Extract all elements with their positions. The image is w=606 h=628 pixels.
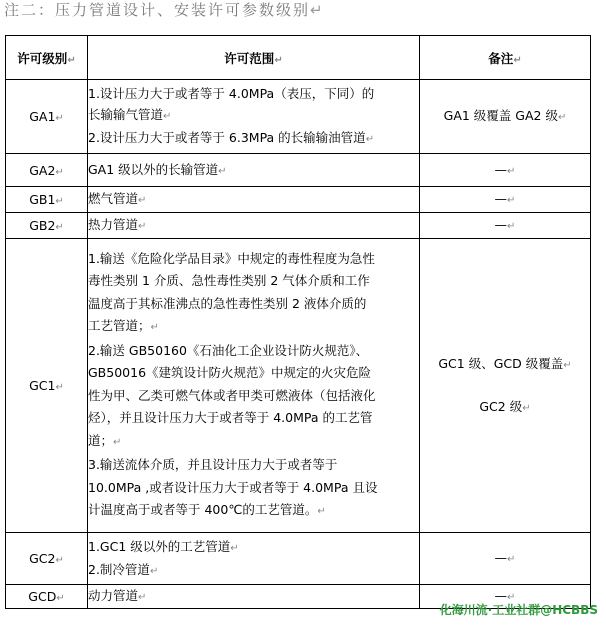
table-row-ga2 [6,154,591,187]
note-cell: —↵ [420,187,591,213]
scope-cell: 燃气管道↵ [88,187,420,213]
watermark: 化海川流·工业社群@HCBBS [439,603,598,617]
level-cell: GB2↵ [6,213,88,239]
heading-prefix: 注二： [4,1,56,19]
note-cell: —↵ [420,213,591,239]
scope-cell: 动力管道↵ [88,585,420,609]
note-cell: —↵ [420,154,591,187]
header-level: 许可级别↵ [6,36,88,80]
scope-line: 毒性类别 1 介质、急性毒性类别 2 气体介质和工作 [88,273,370,288]
heading-text: 压力管道设计、安装许可参数级别 [55,1,311,19]
scope-line: 烃），并且设计压力大于或者等于 4.0MPa 的工艺管 [88,410,373,425]
table-row-ga1 [6,80,591,154]
heading-return-mark: ↵ [310,1,325,19]
level-cell: GC2↵ [6,533,88,585]
level-cell: GC1↵ [6,239,88,533]
scope-cell: GA1 级以外的长输管道↵ [88,154,420,187]
scope-line: 2.输送 GB50160《石油化工企业设计防火规范》、 [88,342,369,358]
level-cell: GA1↵ [6,80,88,154]
scope-line: 2.设计压力大于或者等于 6.3MPa 的长输输油管道↵ [88,130,375,145]
scope-line: 道；↵ [88,432,122,448]
scope-cell [88,533,420,585]
scope-line: 1.输送《危险化学品目录》中规定的毒性程度为急性 [88,250,375,266]
scope-cell [88,80,420,154]
table-row-gc2 [6,533,591,585]
note-cell: —↵ [420,533,591,585]
note-cell [420,239,591,533]
page-heading [4,0,325,20]
scope-line: 3.输送流体介质，并且设计压力大于或者等于 [88,457,338,472]
level-cell: GB1↵ [6,187,88,213]
scope-line: 1.GC1 级以外的工艺管道↵ [88,538,239,554]
scope-line: 温度高于其标准沸点的急性毒性类别 2 液体介质的 [88,295,367,311]
level-cell: GCD↵ [6,585,88,609]
scope-line: 计温度高于或者等于 400℃的工艺管道。↵ [88,502,326,517]
header-scope: 许可范围↵ [88,36,420,80]
table-row-gb2 [6,213,591,239]
scope-line: GB50016《建筑设计防火规范》中规定的火灾危险 [88,365,372,380]
scope-cell [88,239,420,533]
header-note: 备注↵ [420,36,591,80]
scope-line: 1.设计压力大于或者等于 4.0MPa（表压，下同）的 [88,86,375,101]
level-cell: GA2↵ [6,154,88,187]
scope-line: 工艺管道；↵ [88,318,159,333]
scope-cell: 热力管道↵ [88,213,420,239]
table-row-gc1 [6,239,591,533]
scope-line: 长输输气管道↵ [88,107,172,122]
scope-line: 2.制冷管道↵ [88,561,159,577]
note-cell: —↵ [420,585,591,609]
permit-level-table [5,35,591,609]
note-line: GC1 级、GCD 级覆盖↵ [438,355,572,371]
note-line: GC2 级↵ [479,398,531,414]
scope-line: 性为甲、乙类可燃气体或者甲类可燃液体（包括液化 [88,387,376,403]
table-row-gb1 [6,187,591,213]
table-header-row [6,36,591,80]
note-cell: GA1 级覆盖 GA2 级↵ [420,80,591,154]
scope-line: 10.0MPa ,或者设计压力大于或者等于 4.0MPa 且设 [88,479,378,495]
